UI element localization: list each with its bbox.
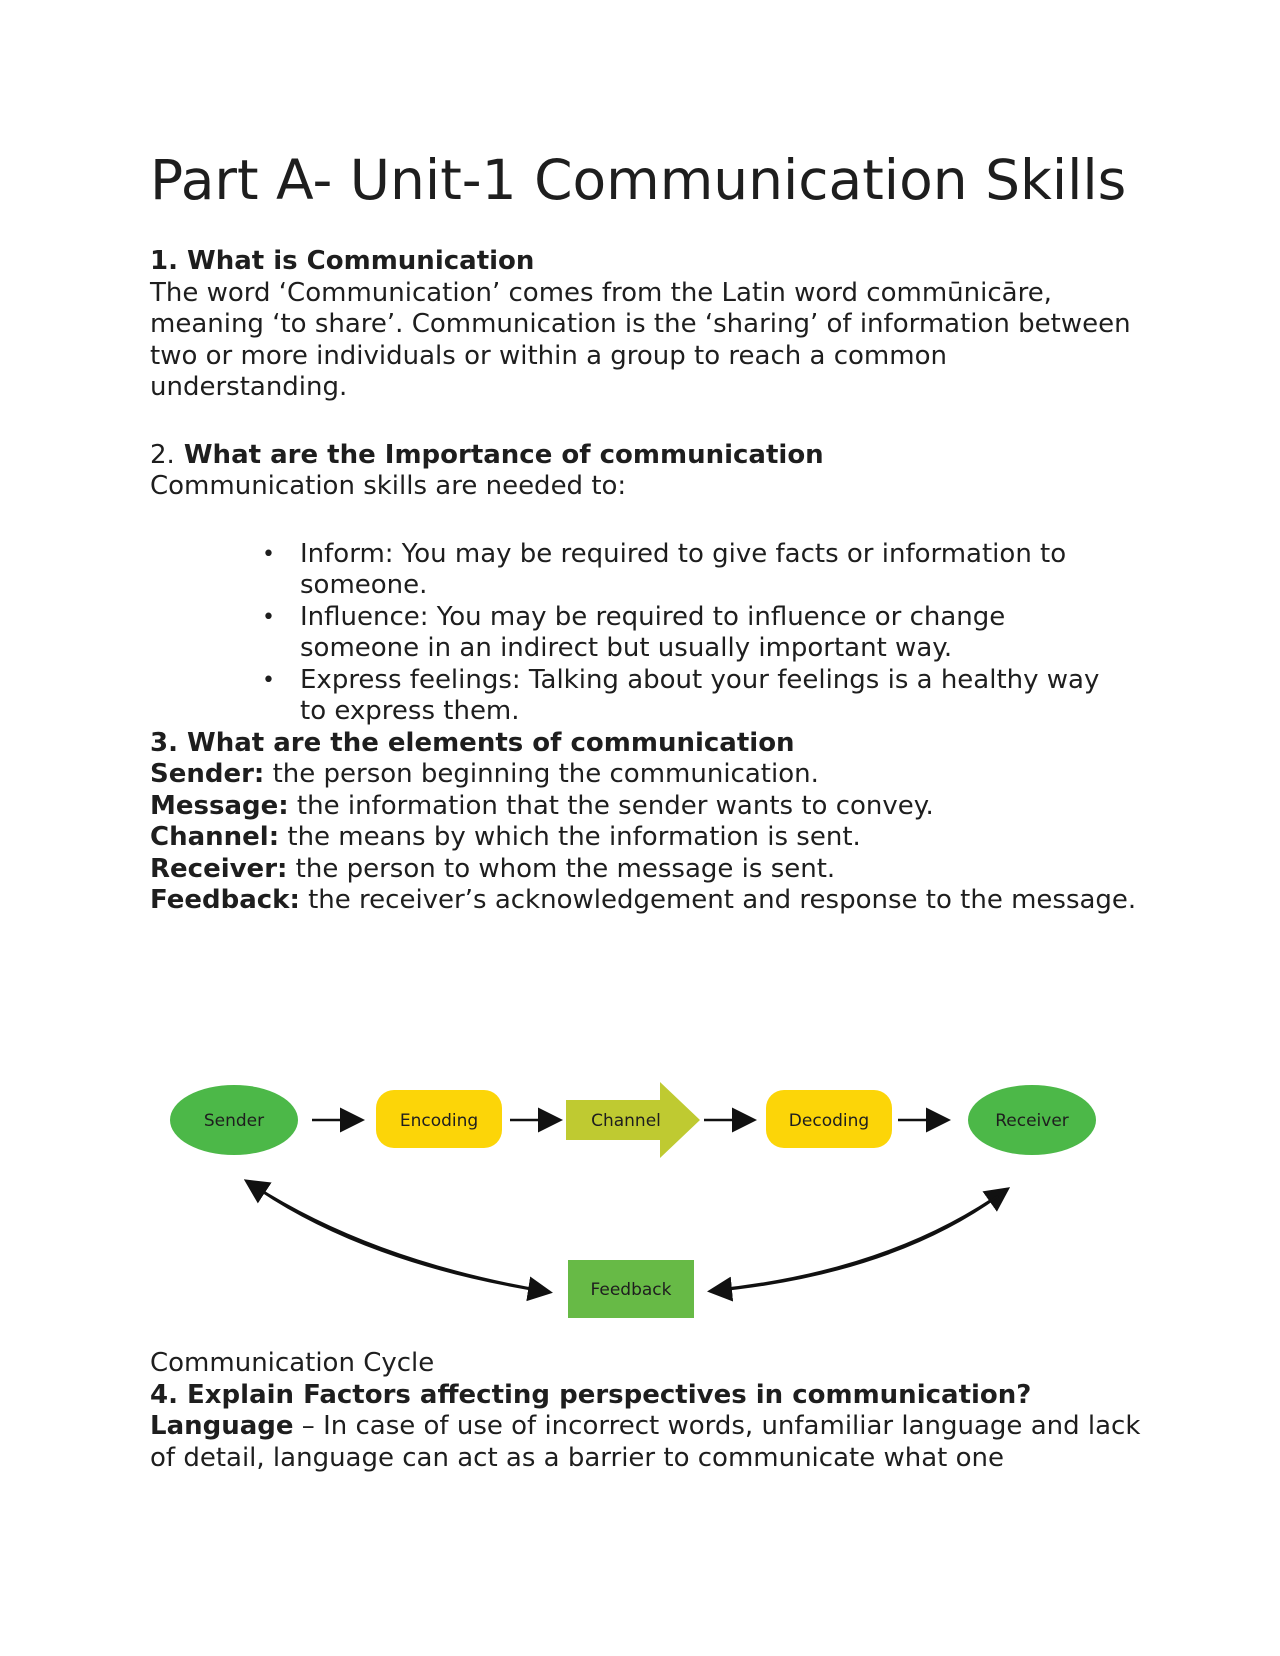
document-page (150, 148, 1150, 917)
sender-label: Sender (203, 1111, 265, 1131)
arrow-feedback-sender-curve (248, 1182, 550, 1292)
diagram-caption: Communication Cycle (150, 1348, 435, 1378)
section-2-number: 2. (150, 439, 175, 470)
bullet-icon: • (262, 667, 275, 693)
decoding-label: Decoding (788, 1111, 870, 1131)
element-message: Message: the information that the sender wants to convey. (150, 790, 934, 821)
cycle-svg (170, 1082, 1110, 1338)
channel-label: Channel (591, 1111, 661, 1131)
list-item: • Influence: You may be required to influence or change someone in an indirect but usually important way. (262, 601, 1006, 663)
section-1-heading: 1. What is Communication (150, 246, 535, 276)
list-item: • Express feelings: Talking about your feelings is a healthy way to express them. (262, 664, 1100, 726)
section-1-body: The word ‘Communication’ comes from the Latin word commūnicāre, meaning ‘to share’. Communication is the ‘sharing’ of information between two or more individuals or within a group to reach a common understanding. (150, 277, 1131, 402)
arrow-receiver-feedback-curve (712, 1196, 998, 1291)
element-receiver: Receiver: the person to whom the message is sent. (150, 853, 836, 884)
section-4-heading: 4. Explain Factors affecting perspectives in communication? (150, 1379, 1032, 1410)
arrow-sender-feedback-curve (260, 1190, 548, 1292)
arrow-feedback-receiver-curve (715, 1190, 1006, 1290)
section-2-title: What are the Importance of communication (183, 439, 824, 470)
list-item: • Inform: You may be required to give facts or information to someone. (262, 538, 1067, 600)
section-2-heading (150, 440, 1150, 472)
section-4-body: Language – In case of use of incorrect words, unfamiliar language and lack of detail, language can act as a barrier to communicate what one (150, 1411, 1141, 1473)
bullet-icon: • (262, 604, 275, 630)
lower-content (150, 1348, 1150, 1474)
receiver-label: Receiver (995, 1111, 1069, 1131)
element-channel: Channel: the means by which the information is sent. (150, 822, 861, 852)
communication-cycle-diagram (170, 1082, 1110, 1338)
section-importance (150, 440, 1150, 728)
section-elements (150, 728, 1150, 917)
section-2-intro: Communication skills are needed to: (150, 471, 627, 501)
encoding-label: Encoding (399, 1111, 479, 1131)
section-what-is-communication (150, 246, 1150, 404)
element-sender: Sender: the person beginning the communication. (150, 759, 819, 789)
section-3-heading: 3. What are the elements of communication (150, 727, 795, 758)
element-feedback: Feedback: the receiver’s acknowledgement and response to the message. (150, 885, 1137, 915)
page-title: Part A- Unit-1 Communication Skills (150, 148, 1127, 212)
feedback-label: Feedback (590, 1280, 672, 1300)
bullet-icon: • (262, 541, 275, 567)
importance-list (150, 539, 1120, 728)
